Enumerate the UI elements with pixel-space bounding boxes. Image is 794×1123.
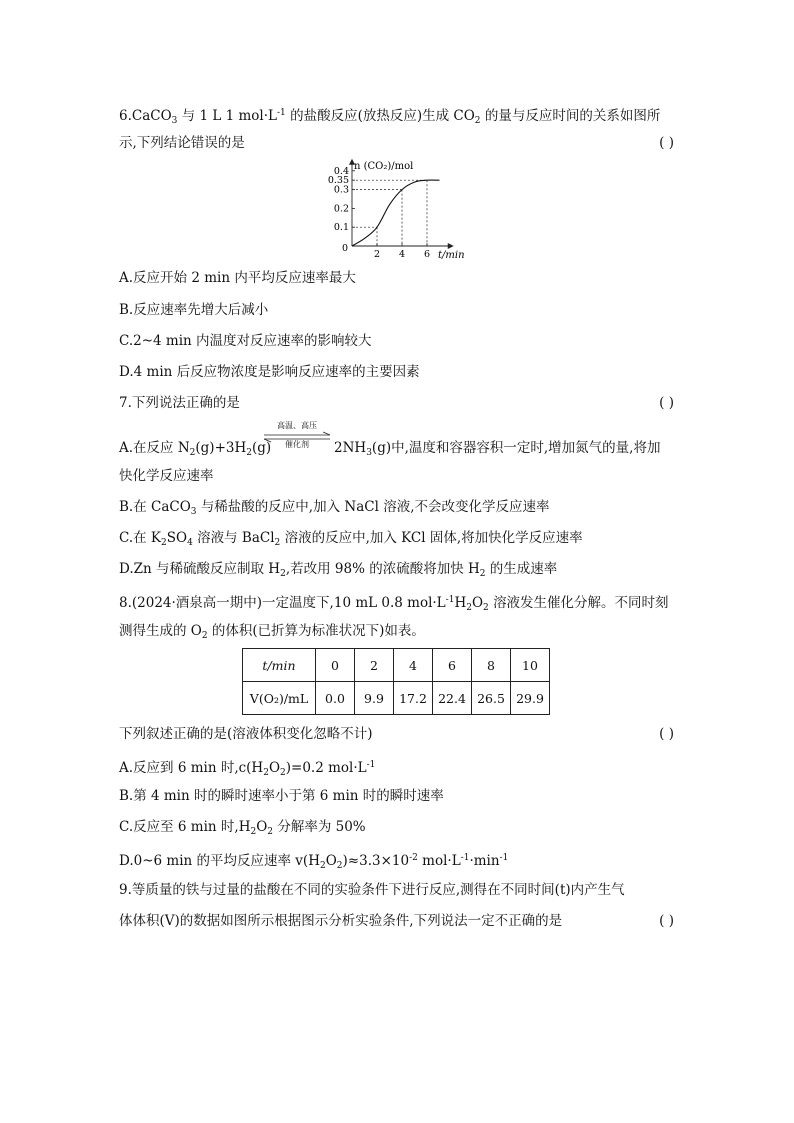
subscript: 2 bbox=[250, 827, 257, 837]
co2-chart bbox=[327, 158, 475, 264]
text: O bbox=[325, 853, 337, 869]
q8-option-d bbox=[119, 848, 508, 876]
q8-stem-line2 bbox=[119, 621, 425, 646]
q9-stem-line2: 体体积(V)的数据如图所示根据图示分析实验条件,下列说法一定不正确的是 bbox=[119, 913, 563, 929]
condition-upper: 高温、高压 bbox=[277, 421, 317, 430]
table-cell: 22.4 bbox=[433, 682, 472, 715]
text: 8.(2024·酒泉高一期中)一定温度下,10 mL 0.8 mol·L bbox=[119, 595, 446, 611]
text: 与稀盐酸的反应中,加入 NaCl 溶液,不会改变化学反应速率 bbox=[200, 499, 550, 515]
superscript: -1 bbox=[499, 853, 509, 863]
text: O bbox=[268, 760, 281, 776]
q8-stem-line1 bbox=[119, 590, 669, 618]
superscript: -2 bbox=[409, 853, 418, 863]
subscript: 2 bbox=[479, 569, 486, 579]
q8-option-b: B.第 4 min 时的瞬时速率小于第 6 min 时的瞬时速率 bbox=[119, 788, 444, 804]
q6-option-c: C.2~4 min 内温度对反应速率的影响较大 bbox=[119, 333, 372, 349]
text: 的体积(已折算为标准状况下)如表。 bbox=[211, 623, 425, 639]
table-cell: 10 bbox=[511, 649, 550, 682]
subscript: 3 bbox=[366, 448, 372, 458]
table-cell: 0 bbox=[316, 649, 355, 682]
q6-stem-line1: 6.CaCO$_3$ 与 1 L 1 $mol\cdot L^{-1}$ 的盐酸反应(放热反应)生成 $CO_2$ 的量与反应时间的关系如图所 bbox=[119, 108, 661, 126]
subscript: 2 bbox=[189, 448, 196, 458]
subscript: 2 bbox=[246, 448, 252, 458]
q7-option-a-line2: 快化学反应速率 bbox=[119, 468, 214, 484]
text: A.反应到 6 min 时,c(H bbox=[119, 760, 264, 776]
q6-answer-paren: ( ) bbox=[659, 135, 674, 151]
text: SO bbox=[166, 530, 188, 546]
text: 2NH bbox=[334, 440, 367, 456]
text: ,若改用 98% 的浓硫酸将加快 H bbox=[285, 561, 480, 577]
x-axis-arrow-icon bbox=[448, 243, 454, 249]
text: C.在 K bbox=[119, 530, 162, 546]
text: 测得生成的 O bbox=[119, 623, 202, 639]
subscript: 2 bbox=[319, 861, 326, 871]
o2-volume-table bbox=[242, 648, 550, 715]
chart-xlabel: t/min bbox=[438, 250, 465, 261]
table-header-cell: V(O₂)/mL bbox=[243, 682, 316, 715]
subscript: 2 bbox=[466, 603, 472, 613]
text: 的生成速率 bbox=[489, 561, 558, 577]
text: mol·L bbox=[417, 853, 461, 869]
y-tick-label: 0.3 bbox=[333, 184, 349, 196]
table-cell: 0.0 bbox=[316, 682, 355, 715]
text: )=0.2 mol·L bbox=[285, 760, 367, 776]
x-tick-label: 4 bbox=[398, 249, 406, 260]
table-cell: 8 bbox=[472, 649, 511, 682]
table-cell: 9.9 bbox=[355, 682, 394, 715]
x-tick-label: 6 bbox=[423, 249, 431, 260]
table-cell: 26.5 bbox=[472, 682, 511, 715]
text: (g) bbox=[251, 440, 272, 456]
subscript: 2 bbox=[263, 768, 269, 778]
table-cell: 6 bbox=[433, 649, 472, 682]
q7-option-d bbox=[119, 559, 557, 584]
q7-option-a-line1-end bbox=[334, 438, 660, 463]
text: H bbox=[454, 595, 467, 611]
text: (g)+3H bbox=[195, 440, 247, 456]
condition-lower: 催化剂 bbox=[285, 440, 309, 449]
text: C.反应至 6 min 时,H bbox=[119, 819, 251, 835]
q9-answer-paren: ( ) bbox=[659, 913, 674, 929]
y-tick-label: 0.1 bbox=[333, 222, 349, 234]
text: O bbox=[256, 819, 268, 835]
table-cell: 29.9 bbox=[511, 682, 550, 715]
subscript: 2 bbox=[161, 538, 167, 548]
q6-option-b: B.反应速率先增大后减小 bbox=[119, 302, 269, 318]
subscript: 2 bbox=[483, 603, 489, 613]
q8-answer-paren: ( ) bbox=[659, 726, 674, 742]
table-cell: 4 bbox=[394, 649, 433, 682]
superscript: -1 bbox=[460, 853, 470, 863]
chart-origin: 0 bbox=[342, 243, 349, 254]
text: 溶液发生催化分解。不同时刻 bbox=[493, 595, 669, 611]
equilibrium-arrow bbox=[262, 421, 332, 455]
text: ·min bbox=[469, 853, 500, 869]
text: (g)中,温度和容器容积一定时,增加氮气的量,将加 bbox=[371, 440, 661, 456]
subscript: 2 bbox=[336, 861, 343, 871]
subscript: 2 bbox=[280, 768, 286, 778]
y-tick-label: 0.2 bbox=[333, 203, 349, 215]
table-row bbox=[243, 682, 550, 715]
subscript: 4 bbox=[187, 538, 193, 548]
q6-stem-line2: 示,下列结论错误的是 bbox=[119, 135, 245, 151]
text: D.0~6 min 的平均反应速率 v(H bbox=[119, 853, 320, 869]
text: 分解率为 50% bbox=[277, 819, 366, 835]
q6-option-d: D.4 min 后反应物浓度是影响反应速率的主要因素 bbox=[119, 364, 420, 380]
y-tick-label: 0.4 bbox=[333, 165, 349, 177]
text: 溶液与 BaCl bbox=[197, 530, 275, 546]
q7-answer-paren: ( ) bbox=[659, 395, 674, 411]
table-header-cell: t/min bbox=[243, 649, 316, 682]
q8-stem-line3: 下列叙述正确的是(溶液体积变化忽略不计) bbox=[119, 726, 373, 742]
superscript: -1 bbox=[445, 595, 455, 605]
q7-stem: 7.下列说法正确的是 bbox=[119, 395, 240, 411]
y-tick-label: 0.35 bbox=[327, 175, 349, 187]
q9-stem-line1: 9.等质量的铁与过量的盐酸在不同的实验条件下进行反应,测得在不同时间(t)内产生气 bbox=[119, 882, 625, 898]
table-row bbox=[243, 649, 550, 682]
q8-option-a bbox=[119, 755, 375, 783]
table-cell: 17.2 bbox=[394, 682, 433, 715]
subscript: 3 bbox=[171, 116, 178, 126]
text: 溶液的反应中,加入 KCl 固体,将加快化学反应速率 bbox=[284, 530, 583, 546]
subscript: 2 bbox=[280, 569, 286, 579]
subscript: 2 bbox=[267, 827, 274, 837]
subscript: 3 bbox=[190, 507, 197, 517]
text: )≈3.3×10 bbox=[342, 853, 410, 869]
subscript: 2 bbox=[474, 116, 481, 126]
q7-option-a-line1 bbox=[119, 438, 271, 463]
co2-curve bbox=[352, 180, 440, 246]
text: A.在反应 N bbox=[119, 440, 190, 456]
subscript: 2 bbox=[201, 631, 208, 641]
text: B.在 CaCO bbox=[119, 499, 191, 515]
table-cell: 2 bbox=[355, 649, 394, 682]
x-tick-label: 2 bbox=[373, 249, 381, 260]
text: O bbox=[471, 595, 484, 611]
q8-option-c bbox=[119, 817, 366, 842]
q7-option-b bbox=[119, 497, 550, 522]
text: D.Zn 与稀硫酸反应制取 H bbox=[119, 561, 281, 577]
superscript: -1 bbox=[277, 108, 286, 118]
superscript: -1 bbox=[366, 760, 376, 770]
chart-ylabel: n (CO₂)/mol bbox=[354, 161, 414, 172]
q7-option-c bbox=[119, 528, 583, 553]
subscript: 2 bbox=[274, 538, 281, 548]
q6-option-a: A.反应开始 2 min 内平均反应速率最大 bbox=[119, 270, 356, 286]
